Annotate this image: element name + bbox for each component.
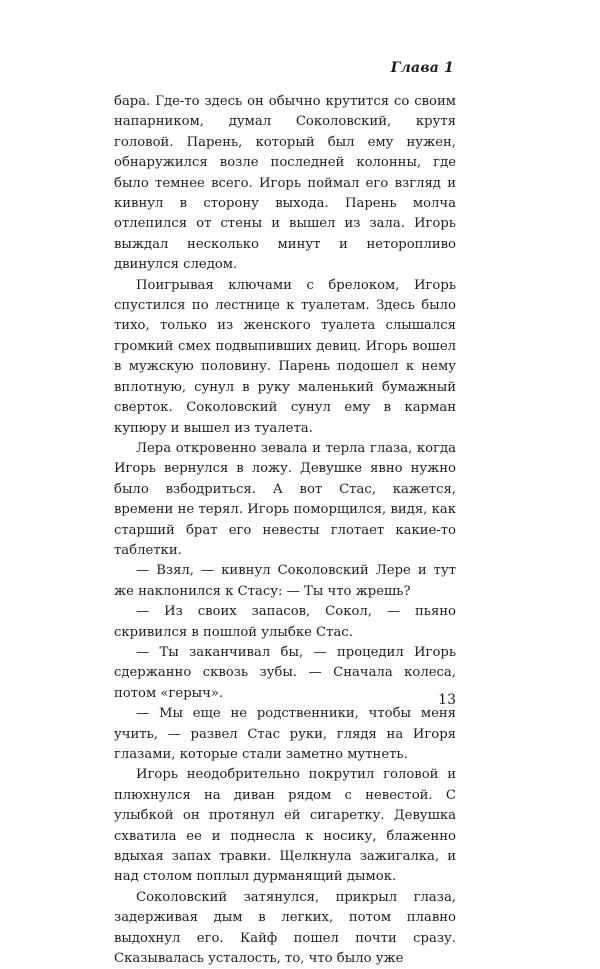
body-text (114, 92, 456, 969)
paragraph: Игорь неодобрительно покрутил головой и плюхнулся на диван рядом с невестой. С улыбкой он протянул ей сигаретку. Девушка схватила ее и поднесла к носику, блаженно вдыхая запах травки. Щелкнула зажигалка, и над столом поплыл дурманящий дымок. (114, 767, 456, 885)
paragraph: Соколовский затянулся, прикрыл глаза, задерживая дым в легких, потом плавно выдохнул его. Кайф пошел почти сразу. Сказывалась усталость, то, что было уже (114, 889, 456, 967)
paragraph: Лера откровенно зевала и терла глаза, когда Игорь вернулся в ложу. Девушке явно нужно было взбодриться. А вот Стас, кажется, времени не терял. Игорь поморщился, видя, как старший брат его невесты глотает какие-то таблетки. (114, 440, 456, 558)
paragraph: Поигрывая ключами с брелоком, Игорь спустился по лестнице к туалетам. Здесь было тихо, только из женского туалета слышался громкий смех подвыпивших девиц. Игорь вошел в мужскую половину. Парень подошел к нему вплотную, сунул в руку маленький бумажный сверток. Соколовский сунул ему в карман купюру и вышел из туалета. (114, 277, 456, 436)
paragraph: — Ты заканчивал бы, — процедил Игорь сдержанно сквозь зубы. — Сначала колеса, потом «герыч». (114, 644, 456, 701)
page-number: 13 (438, 692, 456, 708)
paragraph: — Из своих запасов, Сокол, — пьяно скривился в пошлой улыбке Стас. (114, 604, 456, 640)
chapter-running-head: Глава 1 (390, 60, 454, 76)
paragraph: бара. Где-то здесь он обычно крутится со своим напарником, думал Соколовский, крутя головой. Парень, который был ему нужен, обнаружился возле последней колонны, где было темнее всего. Игорь поймал его взгляд и кивнул в сторону выхода. Парень молча отлепился от стены и вышел из зала. Игорь выждал несколько минут и неторопливо двинулся следом. (114, 94, 456, 273)
paragraph: — Мы еще не родственники, чтобы меня учить, — развел Стас руки, глядя на Игоря глазами, которые стали заметно мутнеть. (114, 706, 456, 762)
paragraph: — Взял, — кивнул Соколовский Лере и тут же наклонился к Стасу: — Ты что жрешь? (114, 563, 456, 599)
